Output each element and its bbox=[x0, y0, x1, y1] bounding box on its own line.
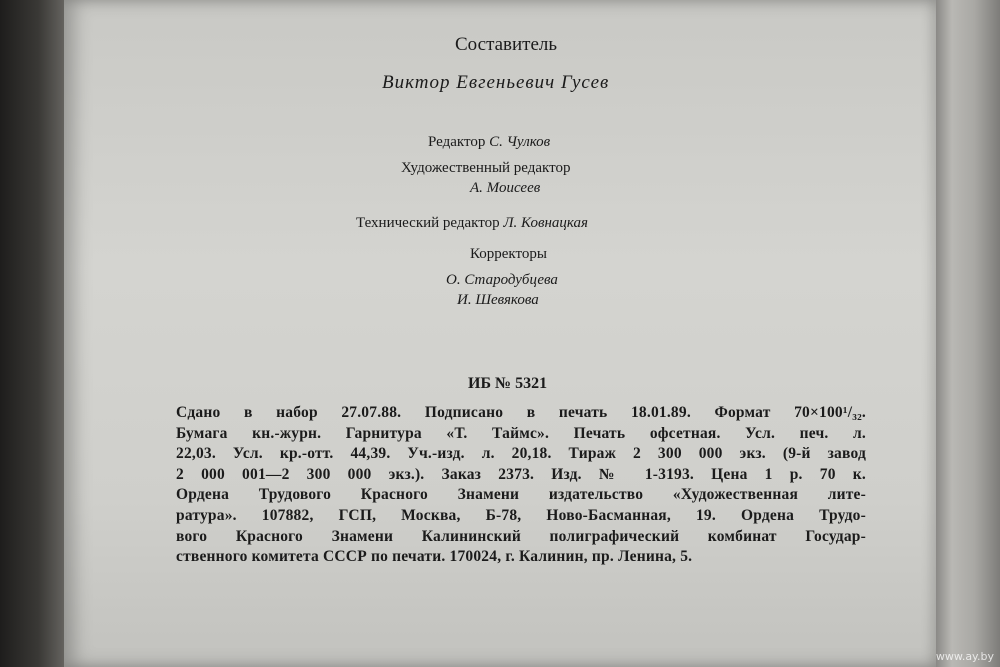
page-stack-edge bbox=[936, 0, 1000, 667]
imprint-line: 2 000 001—2 300 000 экз.). Заказ 2373. Изд. № 1-3193. Цена 1 р. 70 к. bbox=[176, 465, 866, 483]
art-editor-role: Художественный редактор bbox=[401, 160, 571, 176]
correctors-role: Корректоры bbox=[470, 246, 547, 262]
imprint-line: Сдано в набор 27.07.88. Подписано в печать 18.01.89. Формат 70×100¹/₃₂. bbox=[176, 404, 866, 421]
editor-role: Редактор bbox=[428, 134, 486, 150]
imprint-line: Бумага кн.-журн. Гарнитура «Т. Таймс». Печать офсетная. Усл. печ. л. bbox=[176, 424, 866, 442]
editor-line bbox=[428, 134, 550, 151]
corrector-name: И. Шевякова bbox=[457, 292, 539, 308]
imprint-line: ственного комитета СССР по печати. 170024, г. Калинин, пр. Ленина, 5. bbox=[176, 548, 693, 566]
imprint-line: ратура». 107882, ГСП, Москва, Б-78, Ново-Басманная, 19. Ордена Трудо- bbox=[176, 506, 866, 524]
tech-editor-role: Технический редактор bbox=[356, 215, 500, 231]
imprint-line: 22,03. Усл. кр.-отт. 44,39. Уч.-изд. л. 20,18. Тираж 2 300 000 экз. (9-й завод bbox=[176, 445, 866, 463]
compiler-name: Виктор Евгеньевич Гусев bbox=[382, 72, 610, 93]
imprint-line: Ордена Трудового Красного Знамени издательство «Художественная лите- bbox=[176, 486, 866, 504]
art-editor-name: А. Моисеев bbox=[470, 180, 541, 196]
corrector-name: О. Стародубцева bbox=[446, 272, 558, 288]
tech-editor-line bbox=[356, 215, 588, 232]
imprint-line: вого Красного Знамени Калининский полиграфический комбинат Государ- bbox=[176, 527, 866, 545]
imprint-block bbox=[176, 403, 866, 568]
book-spine-shadow bbox=[0, 0, 70, 667]
site-watermark: www.ay.by bbox=[935, 650, 994, 663]
editor-name: С. Чулков bbox=[489, 134, 551, 150]
compiler-heading: Составитель bbox=[455, 34, 558, 55]
ib-number: ИБ № 5321 bbox=[468, 375, 548, 392]
tech-editor-name: Л. Ковнацкая bbox=[503, 215, 589, 231]
